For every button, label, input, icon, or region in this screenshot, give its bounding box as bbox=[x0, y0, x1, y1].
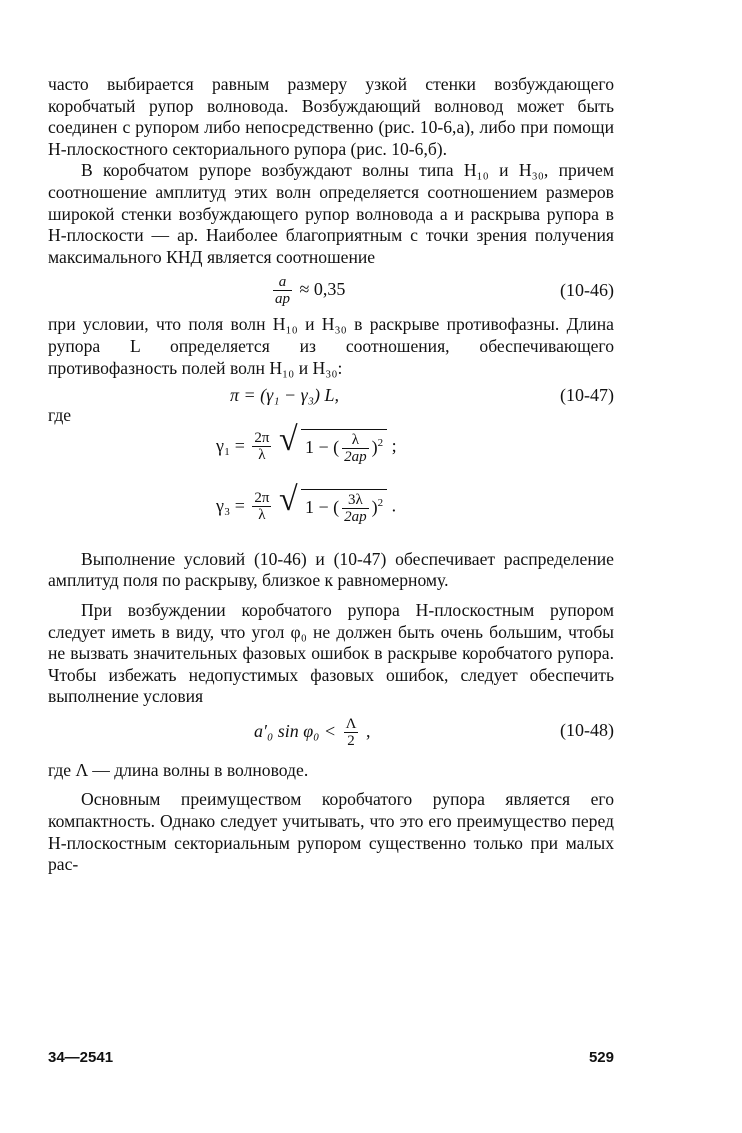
equation-10-47: π = (γ₁ − γ₃) L, (10-47) bbox=[230, 385, 614, 406]
page-footer bbox=[48, 1049, 614, 1066]
equation-gamma1: γ₁ = $\frac{2\pi}{\lambda}$ √ 1 − ( $\frac{\lambda}{2aр}$ )$^2$ ; bbox=[216, 420, 397, 465]
equation-number: (10-46) bbox=[560, 280, 614, 301]
paragraph: Выполнение условий (10-46) и (10-47) обеспечивает распределение амплитуд поля по раскрыву, близкое к равномерному. bbox=[48, 548, 614, 591]
equation-10-48: a′₀ sin φ₀ < $\frac{\Lambda}{2}$ , (10-48) bbox=[254, 715, 614, 749]
equation-number: (10-48) bbox=[560, 719, 614, 740]
equation-10-46: $\frac{a}{aр}$ ≈ 0,35 (10-46) bbox=[275, 274, 614, 308]
paragraph: В коробчатом рупоре возбуждают волны типа H₁₀ и H₃₀, причем соотношение амплитуд этих волн определяется соотношением размеров широкой стенки возбуждающего рупор волновода a и раскрыва рупора в H-плоскости — aр. Наиболее благоприятным с точки зрения получения максимального КНД является соотношение bbox=[48, 160, 614, 267]
page-number: 529 bbox=[588, 1049, 614, 1066]
equation-number: (10-47) bbox=[560, 385, 614, 406]
printer-signature: 34—2541 bbox=[48, 1049, 114, 1066]
paragraph: При возбуждении коробчатого рупора H-плоскостным рупором следует иметь в виду, что угол φ₀ не должен быть очень большим, чтобы не вызвать значительных фазовых ошибок в раскрыве коробчатого рупора. Чтобы избежать недопустимых фазовых ошибок, следует обеспечить выполнение условия bbox=[48, 599, 614, 707]
paragraph: где bbox=[48, 405, 72, 426]
page-body bbox=[48, 74, 614, 876]
paragraph: при условии, что поля волн H₁₀ и H₃₀ в раскрыве противофазны. Длина рупора L определяется из соотношения, обеспечивающего противофазность полей волн H₁₀ и H₃₀: bbox=[48, 314, 614, 378]
fraction: $\frac{a}{aр}$ bbox=[275, 274, 290, 308]
paragraph: часто выбирается равным размеру узкой стенки возбуждающего коробчатый рупор волновода. Возбуждающий волновод может быть соединен с рупором либо непосредственно (рис. 10-6,а), либо при помощи H-плоскостного секториального рупора (рис. 10-6,б). bbox=[48, 74, 614, 159]
paragraph: Основным преимуществом коробчатого рупора является его компактность. Однако следует учитывать, что это его преимущество перед H-плоскостным секториальным рупором существенно только при малых рас- bbox=[48, 789, 614, 875]
equation-gamma3: γ₃ = $\frac{2\pi}{\lambda}$ √ 1 − ( $\frac{3\lambda}{2aр}$ )$^2$ . bbox=[216, 480, 397, 525]
paragraph: где Λ — длина волны в волноводе. bbox=[48, 759, 309, 780]
